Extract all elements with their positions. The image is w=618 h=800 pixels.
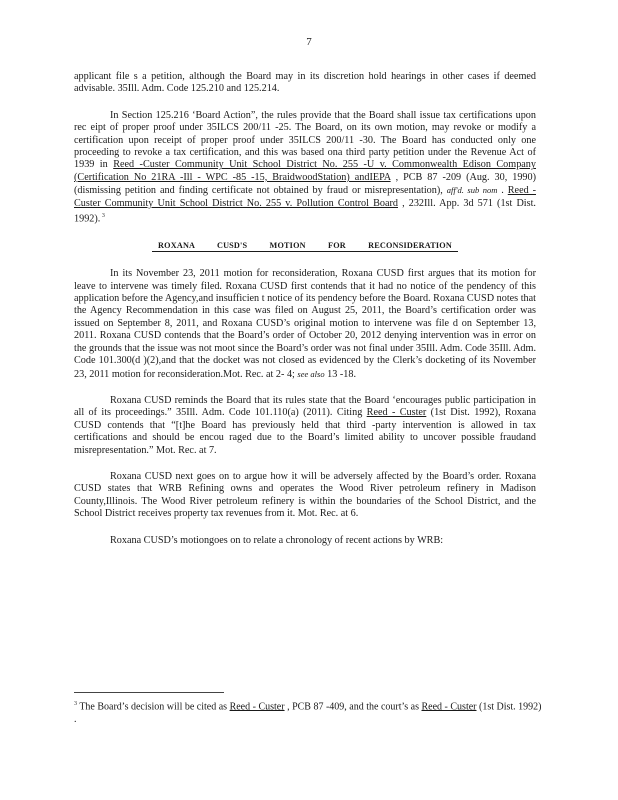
paragraph-section-125-216 [74, 110, 536, 226]
paragraph-motion [74, 268, 536, 381]
paragraph-intro-continuation [74, 71, 536, 96]
paragraph-reminds [74, 395, 536, 457]
case-citation: Reed - Custer Community Unit School District No. 255 v. Pollution Control Board [74, 185, 536, 209]
citation-signal: see also [297, 368, 325, 379]
citation-signal: aff'd. sub nom [446, 185, 498, 196]
case-citation: Reed - Custer [229, 701, 285, 713]
page-number: 7 [306, 36, 312, 48]
paragraph-text: , 232Ill. App. 3d 571 (1st Dist. 1992). [74, 197, 536, 225]
paragraph-text: 13 -18. [324, 368, 356, 380]
paragraph-adverse-effect [74, 471, 536, 521]
paragraph-text: . [497, 185, 508, 197]
paragraph-chronology [74, 535, 536, 547]
paragraph-text: In its November 23, 2011 motion for reconsideration, Roxana CUSD first argues that its motion for leave to intervene was timely filed. Roxana CUSD first contends that it had no notice of the pendency of this application before the Agency,and insufficien t notice of its pendency before the Board. Roxana CUSD notes that the Agency Recommendation in this case was filed on August 25, 2011, the Board’s certification order was issued on September 8, 2011, and Roxana CUSD’s original motion to intervene was file d on September 13, 2011. Roxana CUSD contends that the Board’s order of October 20, 2012 denying intervention was in error on the grounds that the issue was not moot since the Board’s order was not final under 35Ill. Adm. Code 35Ill. Adm. Code 101.300(d )(2),and that the docket was not closed as evidenced by the Clerk’s docketing of its November 23, 2011 motion for reconsideration.Mot. Rec. at 2- 4; [74, 268, 536, 380]
paragraph-text: In Section 125.216 ‘Board Action”, the rules provide that the Board shall issue tax certifications upon rec eipt of proper proof under 35ILCS 200/11 -25. The Board, on its own motion, may revoke or modify a certification upon receipt of proper proof under 35ILCS 200/11 -30. The Board has conducted only one proceeding to revoke a tax certification, and this was based ona third party petition under the Revenue Act of 1939 in [74, 109, 536, 171]
case-citation: Reed - Custer [421, 701, 477, 713]
paragraph-text: , PCB 87 -209 (Aug. 30, 1990) (dismissing petition and finding certificate not obtained by fraud or misrepresentation), [74, 171, 537, 197]
footnote-divider [74, 692, 224, 693]
case-citation: Reed -Custer Community Unit School District No. 255 -U v. Commonwealth Edison Company [113, 159, 536, 171]
paragraph-text: Roxana CUSD reminds the Board that its rules state that the Board ‘encourages public participation in all of its proceedings.” 35Ill. Adm. Code 101.110(a) (2011). Citing [74, 394, 536, 419]
footnote-text: The Board’s decision will be cited as [77, 701, 230, 713]
paragraph-text: Roxana CUSD’s motiongoes on to relate a chronology of recent actions by WRB: [110, 534, 444, 546]
case-citation: (Certification No 21RA -Ill - WPC -85 -15, BraidwoodStation) andIEPA [74, 171, 391, 183]
footnote-text: , PCB 87 -409, and the court’s as [284, 701, 422, 713]
paragraph-text: (1st Dist. 1992), Roxana CUSD contends that “[t]he Board has previously held that third -party intervention is allowed in tax certifications and should be encou raged due to the Board’s limited ability to uncover possible fraudand misrepresentation.” Mot. Rec. at 7. [74, 407, 536, 456]
section-heading-text: ROXANA CUSD'S MOTION FOR RECONSIDERATION [152, 241, 458, 252]
document-body [74, 71, 536, 561]
footnote-text: (1st Dist. 1992) . [74, 701, 542, 725]
section-heading [74, 240, 536, 252]
footnote [74, 698, 544, 726]
paragraph-text: applicant file s a petition, although the Board may in its discretion hold hearings in other cases if deemed advisable. 35Ill. Adm. Code 125.210 and 125.214. [74, 71, 536, 95]
footnote-reference: 3 [100, 213, 105, 220]
case-citation: Reed - Custer [366, 407, 427, 419]
footnote-marker: 3 [74, 701, 77, 707]
paragraph-text: Roxana CUSD next goes on to argue how it will be adversely affected by the Board’s order. Roxana CUSD states that WRB Refining owns and operates the Wood River petroleum refinery in Madison County,Illinois. The Wood River petroleum refinery is within the boundaries of the School District, and the School District receives property tax revenues from it. Mot. Rec. at 6. [74, 470, 536, 520]
